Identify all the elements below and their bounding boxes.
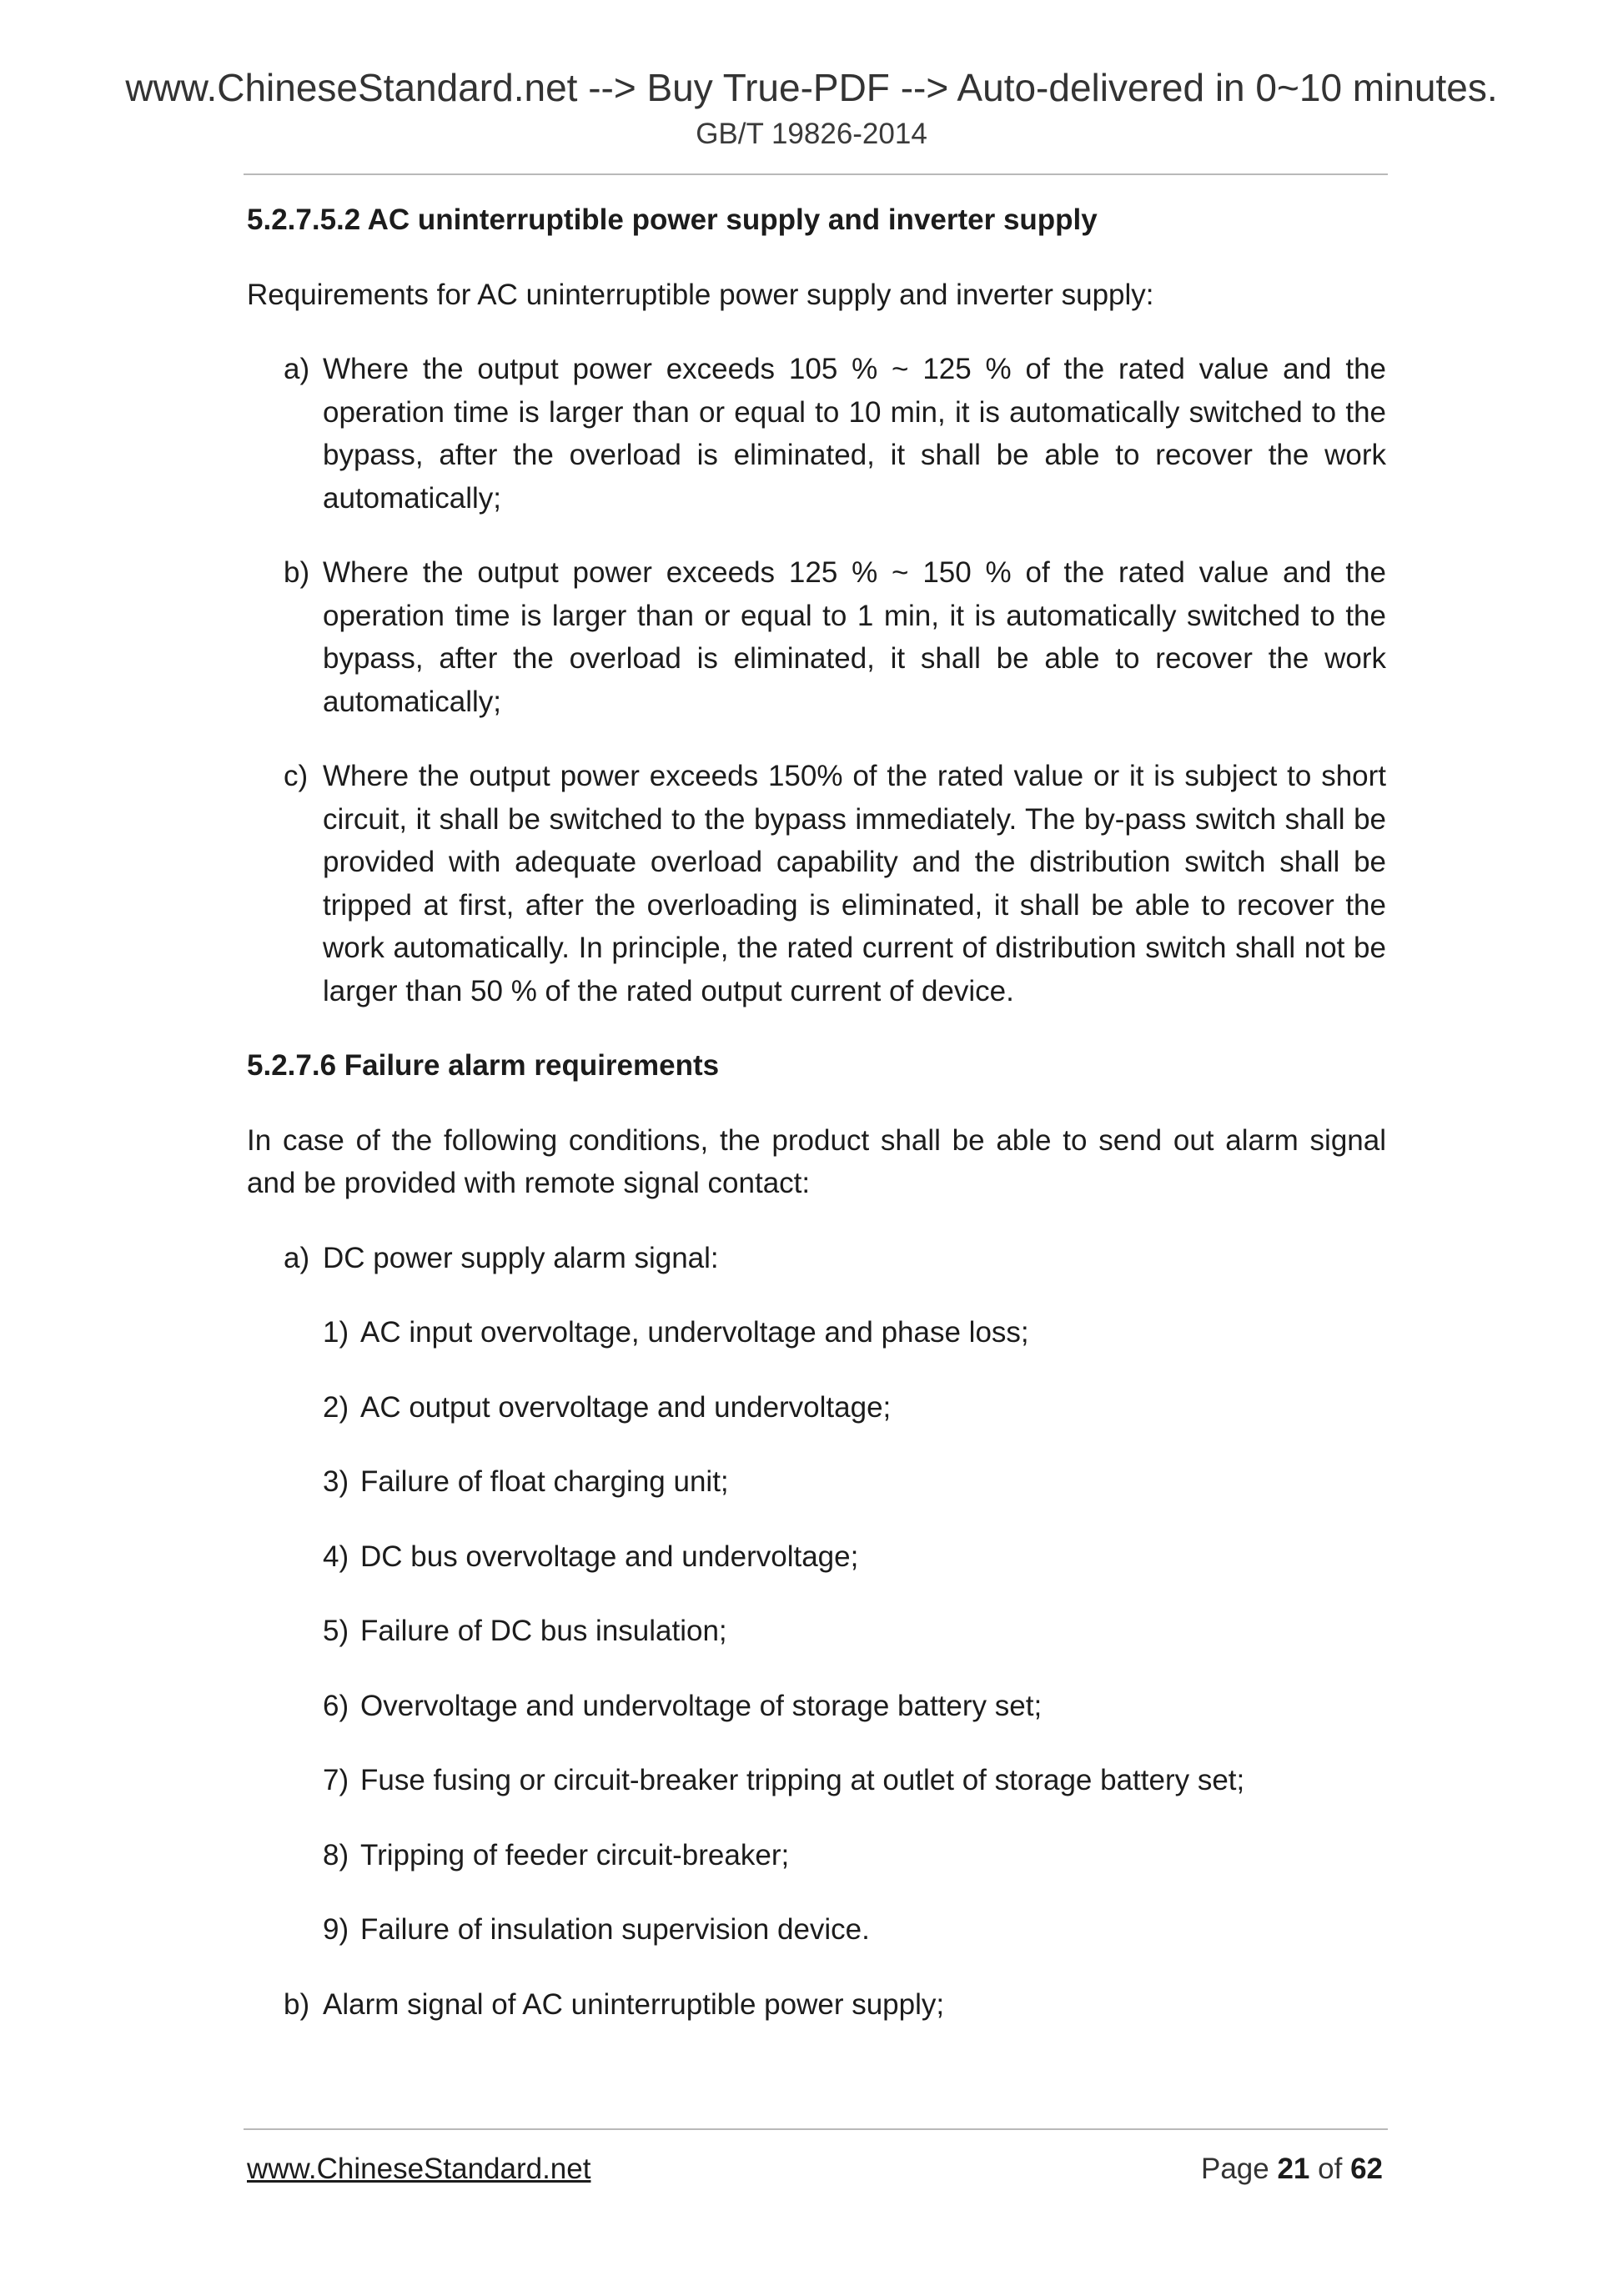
list-marker: a) (284, 353, 310, 385)
sub-list-marker: 9) (323, 1913, 349, 1946)
document-code: GB/T 19826-2014 (696, 118, 927, 150)
sub-list-marker: 7) (323, 1764, 349, 1796)
header-divider (244, 173, 1388, 175)
sub-list-item-text: Tripping of feeder circuit-breaker; (360, 1838, 790, 1871)
sub-list-item-text: DC bus overvoltage and undervoltage; (360, 1540, 859, 1573)
list-marker: a) (284, 1241, 310, 1274)
sub-list-marker: 6) (323, 1689, 349, 1722)
sub-list-item-text: Failure of float charging unit; (360, 1465, 729, 1498)
section-intro: Requirements for AC uninterruptible power supply and inverter supply: (247, 278, 1154, 311)
list-item-text: Where the output power exceeds 150% of the rated value or it is subject to short circuit, it shall be switched to the bypass immediately. The by-pass switch shall be provided with adequate overload capability and the distribution switch shall be tripped at first, after the overloading is eliminated, it shall be able to recover the work automatically. In principle, the rated current of distribution switch shall not be larger than 50 % of the rated output current of device. (323, 760, 1386, 1007)
site-banner: www.ChineseStandard.net --> Buy True-PDF --> Auto-delivered in 0~10 minutes. (125, 66, 1498, 109)
sub-list-item-text: Overvoltage and undervoltage of storage battery set; (360, 1689, 1043, 1722)
page-current: 21 (1277, 2153, 1310, 2185)
list-marker: b) (284, 556, 310, 589)
sub-list-item (247, 1460, 1386, 1504)
list-item-text: Alarm signal of AC uninterruptible power supply; (323, 1987, 945, 2021)
list-item (247, 551, 1386, 723)
list-item-text: Where the output power exceeds 105 % ~ 125 % of the rated value and the operation time is larger than or equal to 10 min, it is automatically switched to the bypass, after the overload is eliminated, it shall be able to recover the work automatically; (323, 353, 1386, 515)
list-item (247, 755, 1386, 1012)
sub-list-item (247, 1834, 1386, 1877)
sub-list-marker: 1) (323, 1316, 349, 1349)
sub-list-marker: 8) (323, 1838, 349, 1871)
sub-list-item (247, 1535, 1386, 1579)
list-item (247, 1237, 1386, 1280)
sub-list-marker: 3) (323, 1465, 349, 1498)
sub-list-marker: 2) (323, 1390, 349, 1424)
sub-list-item-text: AC output overvoltage and undervoltage; (360, 1390, 892, 1424)
list-item (247, 1983, 1386, 2027)
section-intro: In case of the following conditions, the product shall be able to send out alarm signal and be provided with remote signal contact: (247, 1123, 1386, 1199)
sub-list-item-text: Failure of insulation supervision device. (360, 1913, 870, 1946)
page-total: 62 (1350, 2153, 1383, 2185)
footer-site-link[interactable]: www.ChineseStandard.net (247, 2153, 591, 2185)
sub-list-item-text: AC input overvoltage, undervoltage and phase loss; (360, 1316, 1029, 1349)
sub-list-item (247, 1759, 1386, 1802)
footer-divider (244, 2128, 1388, 2130)
page-number (1201, 2150, 1383, 2188)
page-content (247, 198, 1386, 2026)
sub-list-item (247, 1386, 1386, 1429)
list-item-text: DC power supply alarm signal: (323, 1241, 719, 1274)
list-item (247, 348, 1386, 520)
list-item-text: Where the output power exceeds 125 % ~ 150 % of the rated value and the operation time is larger than or equal to 1 min, it is automatically switched to the bypass, after the overload is eliminated, it shall be able to recover the work automatically; (323, 556, 1386, 718)
page-label: Page (1200, 2153, 1269, 2185)
list-marker: b) (284, 1987, 310, 2021)
sub-list-item (247, 1311, 1386, 1354)
list-marker: c) (284, 760, 309, 792)
sub-list-marker: 5) (323, 1615, 349, 1647)
sub-list-item (247, 1610, 1386, 1653)
sub-list-marker: 4) (323, 1540, 349, 1573)
page-of-label: of (1318, 2153, 1343, 2185)
section-heading-5-2-7-5-2: 5.2.7.5.2 AC uninterruptible power supply and inverter supply (247, 203, 1098, 236)
sub-list-item-text: Fuse fusing or circuit-breaker tripping at outlet of storage battery set; (360, 1764, 1245, 1796)
section-heading-5-2-7-6: 5.2.7.6 Failure alarm requirements (247, 1049, 720, 1082)
sub-list-item-text: Failure of DC bus insulation; (360, 1615, 727, 1647)
sub-list-item (247, 1685, 1386, 1728)
sub-list-item (247, 1908, 1386, 1952)
